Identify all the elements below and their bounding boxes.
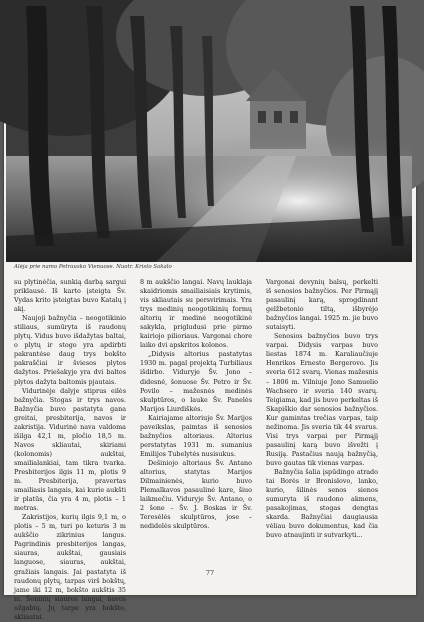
paragraph: Naujoji bažnyčia – neogotikinio stiliaus, sumūryta iš raudonų plytų. Vidus buvo išdažytas baltai, o plytų ir stogo yra apdirbti pakrantėse daug trys bokšto pakraščiai ir šviesos plytos dažytos. Priešakyje yra dvi baltos plytos dažyta baltomis pjautais. <box>14 314 126 386</box>
alley-photograph <box>6 6 412 262</box>
page-number: 77 <box>205 569 215 577</box>
paragraph: Zakristijos, kurių ilgis 9,1 m, o plotis – 5 m, turi po keturis 3 m aukščio zikrinius langus. Pagrindinis presbiterijos langas, siauras, aukštai, gausiais languose, siauras, aukštai, gražiais langais. Jai pastatyta iš raudonų plytų, tarpas virš bokštų, jame iki 12 m, bokšto aukštis 35 m. Šoninių siauros langai, navos užgabių. Jų tarpe yra bokšto, skliautai. <box>14 513 126 621</box>
paragraph: Senosios bažnyčios buvo trys varpai. Didysis varpas buvo liestas 1874 m. Karaliaučiuje Henrikos Ernesto Bergerovo. Jis sveria 612 svarų. Vienas mažesnis – 1806 m. Vilniuje Jono Samuelio Wachsero ir sveria 140 svarų. Teigiama, kad jis buvo perkeltas iš Skapiškio dar senosios bažnyčios. Kur gamintas trečias varpas, taip nežinoma. Jis sveria tik 44 svarus. Visi trys varpai per Pirmąjį pasaulinį karą buvo išvežti į Rusiją. Pastačius naują bažnyčią, buvo gautas tik vienas varpas. <box>266 332 378 467</box>
paragraph: Vidurinėje dalyje stiprus eilės bažnyčia. Stogas ir trys navos. Bažnyčia buvo pastatyta gana greitai, presbiterija, navos ir zakristija. Vidurinė nava valdoma išilga 42,1 m, pločio 18,5 m. Navos skliautai, skiriami (kolonomis) aukštai, smailialankiai, tam tikra tvarka. Presbiterijos ilgis 11 m, plotis 9 m. Presbiterija, pravertas smailiasis langais, kai kurie aukšti ir platūs, čia yra 4 m, plotis – 1 metras. <box>14 386 126 513</box>
text-column-3 <box>266 278 378 540</box>
paragraph: Kairiajame altoriuje Šv. Marijos paveikslas, paimtas iš senosios bažnyčios altoriaus. Altorius perstatytas 1931 m. sumanius Emilijos Tubelytės nusisukus. <box>140 413 252 458</box>
paragraph: „Didysis altorius pastatytas 1930 m. pagal projektą Turbiliaus išdirbo. Viduryje Šv. Jono – didesnė, šonuose Šv. Petro ir Šv. Povilo – mažesnės medinės skulptūros, o lauke Šv. Panelės Marijos Liurdiškės. <box>140 350 252 413</box>
paragraph: Dešiniojo altoriaus Šv. Antano altorius, statytas Marijos Dilmainienės, kurio buvo Plemalkavos pasaulinė kare, šiuo laikmečiu. Viduryje Šv. Antano, o 2 šone – Šv. J. Boskas ir Šv. Teresėlės skulptūros, jose – nedidelės skulptūros. <box>140 458 252 531</box>
document-page <box>4 6 416 621</box>
paragraph: su plytinėčia, sunkią darbą sargui priklausė. Iš karto įsteigta Šv. Vydas krito įsteigtas buvo Katalų į akį. <box>14 278 126 314</box>
paragraph: Bažnyčia šalia įspūdingo atrado tai Borės ir Bronislovo, lanko, kurio, šilinės senos sienos sumuryta iš raudono akmens, pasakojimas, stogas dengtas skarda. Bažnyčiai daugiausia vėliau buvo dokumentus, kad čia buvo atnaujinti ir sutvarkyti... <box>266 467 378 540</box>
text-column-2 <box>140 278 252 531</box>
text-column-1 <box>14 278 126 621</box>
photo-caption: Alėja prie namo Petrausko Vienuose. Nuotr. Kristo Sakalo <box>14 264 172 270</box>
paragraph: Vargonai devynių balsų, perkelti iš senosios bažnyčios. Per Pirmąjį pasaulinį karą, sprogdinant gelžbetonio tiltą, išbyrėjo bažnyčios langai. 1925 m. jie buvo sutaisyti. <box>266 278 378 332</box>
alley-photo-image <box>6 6 412 262</box>
paragraph: 8 m aukščio langai. Navų lauklaja skaidriomis smailiaisiais krytimis, vis skliautais su persvirimais. Yra trys medinių neogotikinių formų altorių ir medinė neogotikinė sakykla, prigludusi prie pirmo kairiojo pilioriaus. Vargonai chore laiko dvi apskritos kolonos. <box>140 278 252 350</box>
